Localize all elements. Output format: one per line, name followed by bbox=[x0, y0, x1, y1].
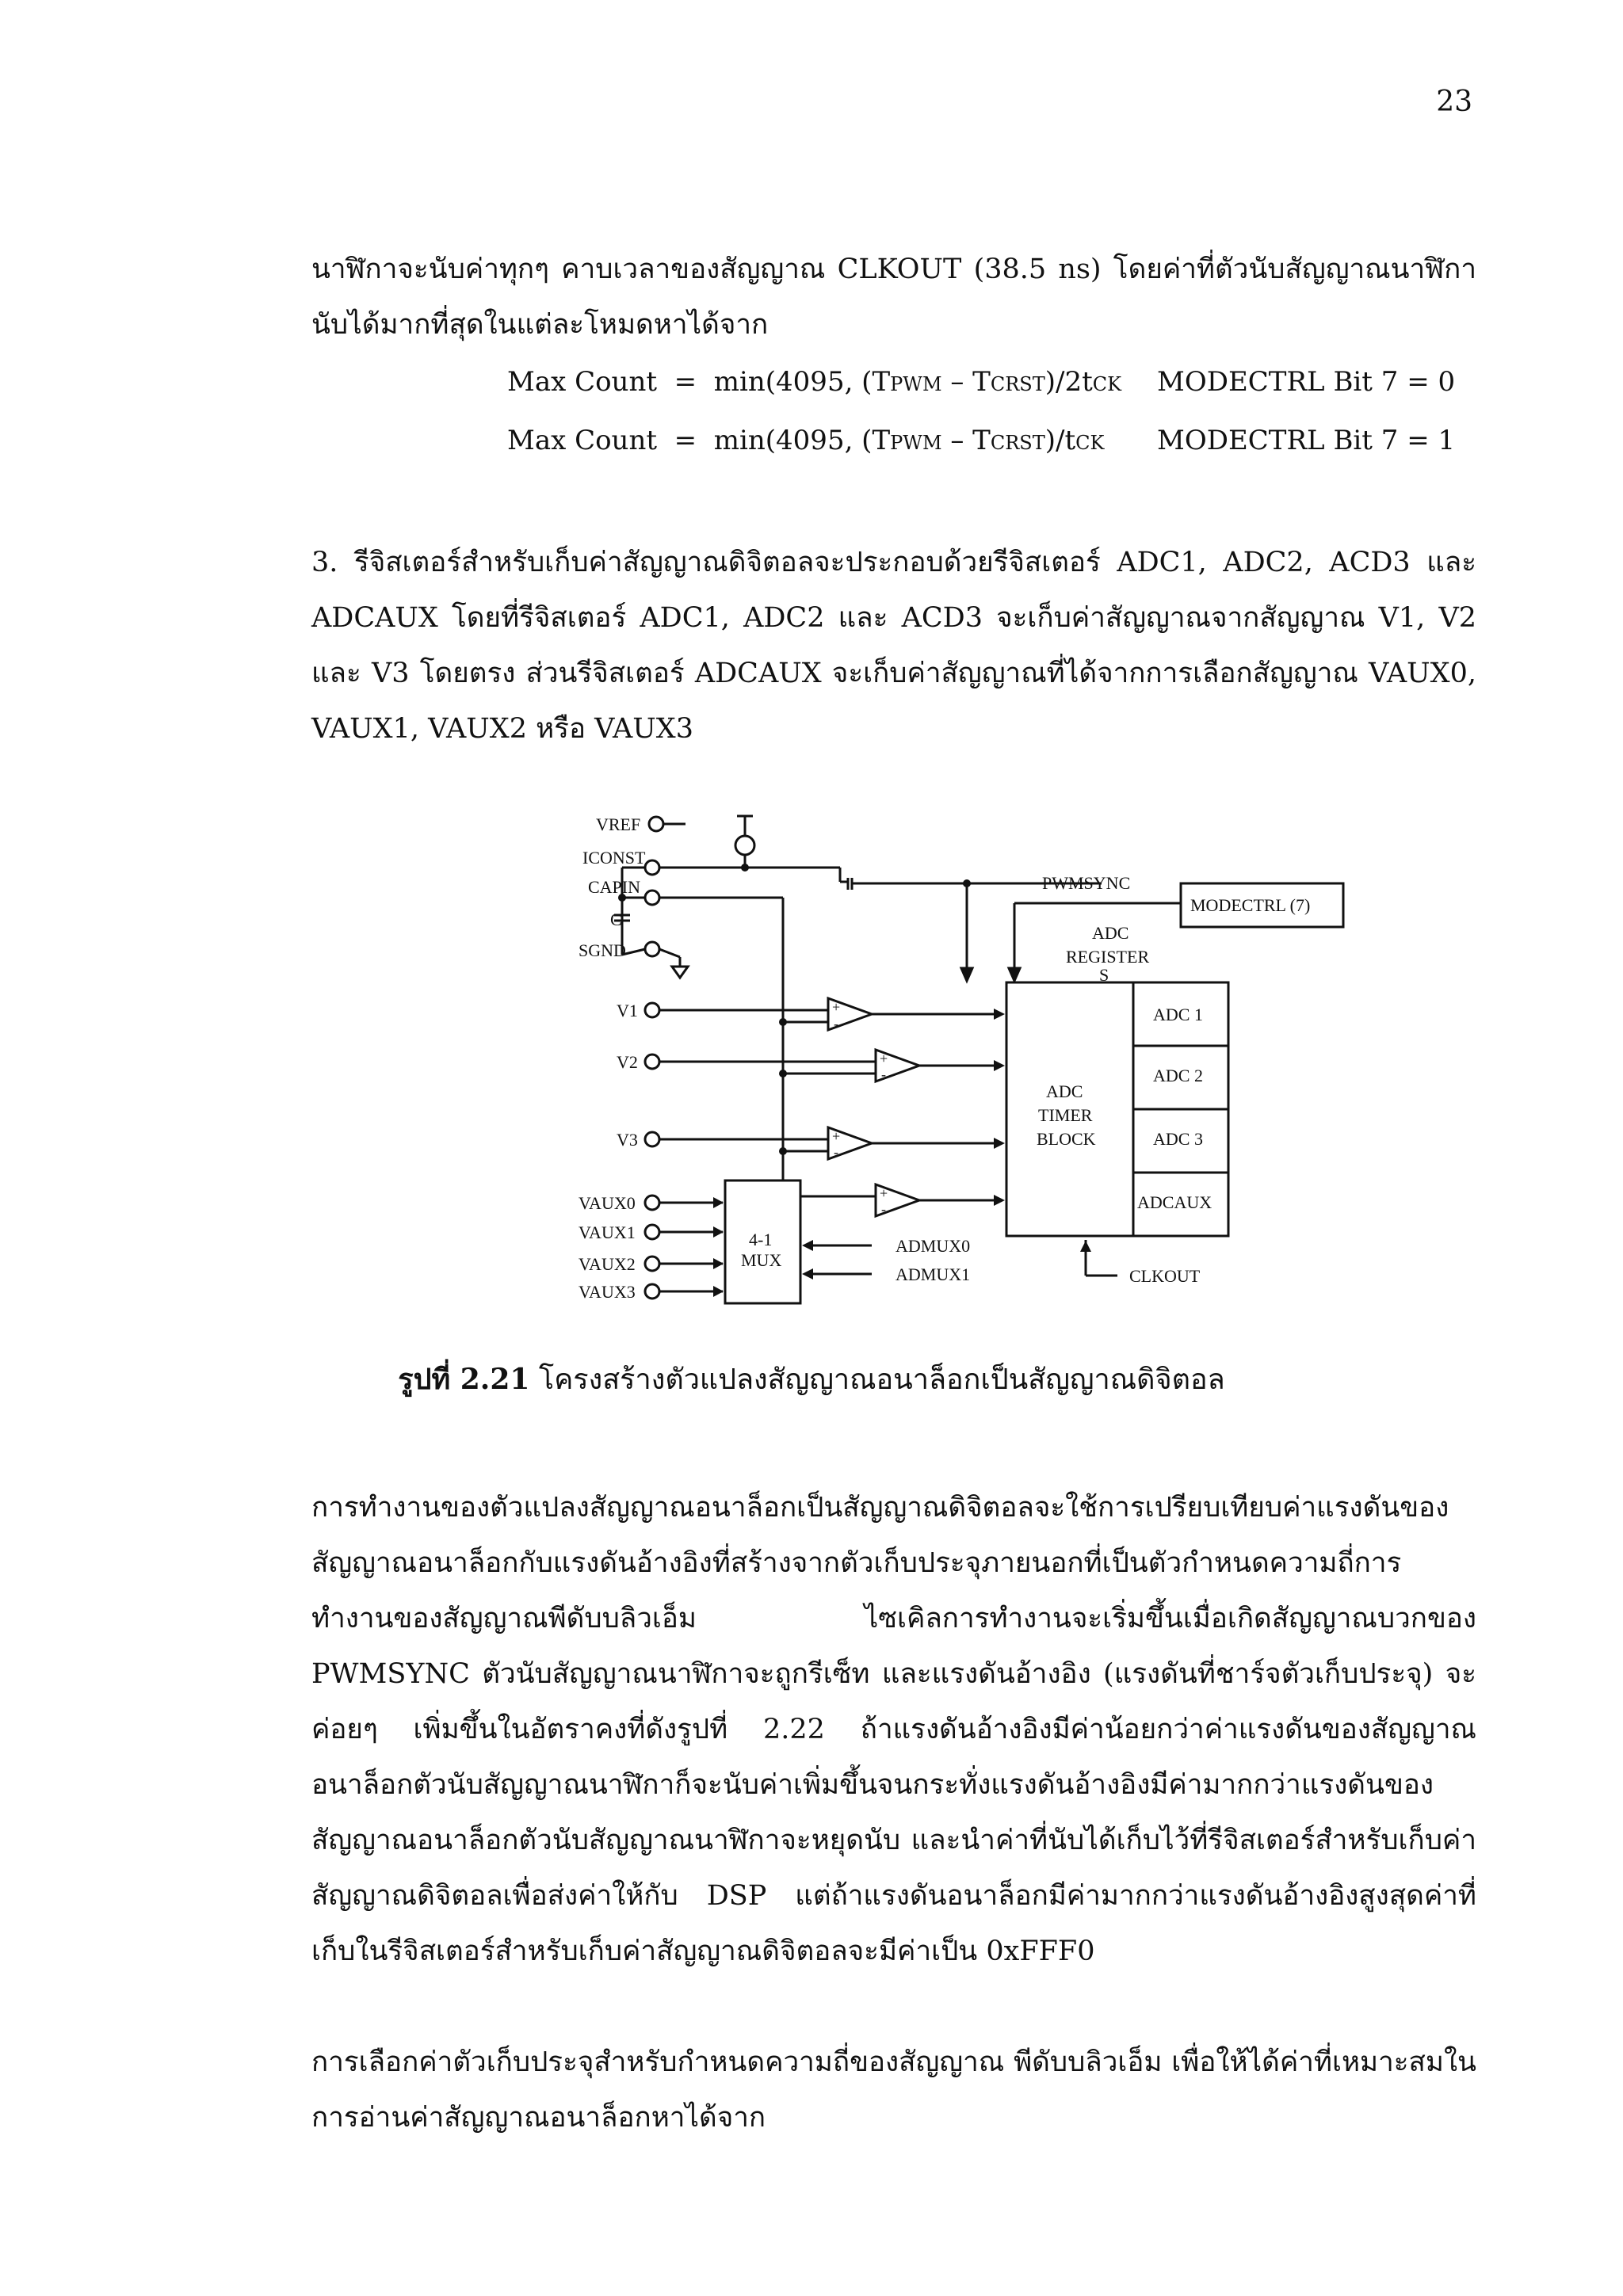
comp3-plus: + bbox=[832, 1128, 841, 1144]
vaux0-label: VAUX0 bbox=[579, 1193, 636, 1213]
adc-block-diagram bbox=[547, 800, 1379, 1323]
c-label: C bbox=[610, 910, 622, 929]
equals-sign: = bbox=[674, 366, 697, 398]
page-number: 23 bbox=[1436, 86, 1472, 118]
min-expression: min(4095, (T bbox=[713, 425, 891, 456]
adc-registers-label-3: S bbox=[1099, 965, 1109, 985]
reg-adc1-label: ADC 1 bbox=[1153, 1005, 1203, 1024]
equals-sign: = bbox=[674, 425, 697, 456]
v1-label: V1 bbox=[617, 1001, 638, 1020]
adc-registers-label-2: REGISTER bbox=[1066, 947, 1150, 967]
comp4-minus: - bbox=[881, 1201, 886, 1217]
paragraph-registers: 3. รีจิสเตอร์สำหรับเก็บค่าสัญญาณดิจิตอลจะประกอบด้วยรีจิสเตอร์ ADC1, ADC2, ACD3 และ ADCAUX โดยที่รีจิสเตอร์ ADC1, ADC2 และ ACD3 จะเก็บค่าสัญญาณจากสัญญาณ V1, V2 และ V3 โดยตรง ส่วนรีจิสเตอร์ ADCAUX จะเก็บค่าสัญญาณที่ได้จากการเลือกสัญญาณ VAUX0, VAUX1, VAUX2 หรือ VAUX3 bbox=[311, 547, 1476, 745]
t-crst-subscript: CRST bbox=[990, 373, 1045, 395]
min-expression: min(4095, (T bbox=[713, 366, 891, 398]
vaux1-label: VAUX1 bbox=[579, 1222, 636, 1242]
figure-caption bbox=[0, 1356, 1623, 1402]
comp1-minus: - bbox=[834, 1016, 838, 1032]
pwmsync-label: PWMSYNC bbox=[1042, 873, 1131, 893]
caption-label: รูปที่ 2.21 bbox=[398, 1363, 530, 1396]
max-count-label: Max Count bbox=[507, 366, 658, 398]
minus-t: – T bbox=[941, 366, 991, 398]
vref-label: VREF bbox=[596, 814, 641, 834]
comp4-plus: + bbox=[880, 1185, 888, 1201]
mode-condition: MODECTRL Bit 7 = 1 bbox=[1157, 425, 1456, 456]
vaux3-label: VAUX3 bbox=[579, 1282, 636, 1302]
equation-lhs bbox=[507, 425, 1104, 456]
reg-adcaux-label: ADCAUX bbox=[1137, 1192, 1212, 1212]
admux0-label: ADMUX0 bbox=[896, 1236, 971, 1256]
comp2-minus: - bbox=[881, 1066, 886, 1082]
reg-adc2-label: ADC 2 bbox=[1153, 1066, 1203, 1085]
comp3-minus: - bbox=[834, 1144, 838, 1160]
paragraph-operation: การทำงานของตัวแปลงสัญญาณอนาล็อกเป็นสัญญาณดิจิตอลจะใช้การเปรียบเทียบค่าแรงดันของสัญญาณอนาล็อกกับแรงดันอ้างอิงที่สร้างจากตัวเก็บประจุภายนอกที่เป็นตัวกำหนดความถี่การทำงานของสัญญาณพีดับบลิวเอ็ม ไซเคิลการทำงานจะเริ่มขึ้นเมื่อเกิดสัญญาณบวกของ PWMSYNC ตัวนับสัญญาณนาฬิกาจะถูกรีเซ็ท และแรงดันอ้างอิง (แรงดันที่ชาร์จตัวเก็บประจุ) จะค่อยๆ เพิ่มขึ้นในอัตราคงที่ดังรูปที่ 2.22 ถ้าแรงดันอ้างอิงมีค่าน้อยกว่าค่าแรงดันของสัญญาณอนาล็อกตัวนับสัญญาณนาฬิกาก็จะนับค่าเพิ่มขึ้นจนกระทั่งแรงดันอ้างอิงมีค่ามากกว่าแรงดันของสัญญาณอนาล็อกตัวนับสัญญาณนาฬิกาจะหยุดนับ และนำค่าที่นับได้เก็บไว้ที่รีจิสเตอร์สำหรับเก็บค่าสัญญาณดิจิตอลเพื่อส่งค่าให้กับ DSP แต่ถ้าแรงดันอนาล็อกมีค่ามากกว่าแรงดันอ้างอิงสูงสุดค่าที่เก็บในรีจิสเตอร์สำหรับเก็บค่าสัญญาณดิจิตอลจะมีค่าเป็น 0xFFF0 bbox=[311, 1492, 1476, 1967]
paragraph-capacitor-selection: การเลือกค่าตัวเก็บประจุสำหรับกำหนดความถี่ของสัญญาณ พีดับบลิวเอ็ม เพื่อให้ได้ค่าที่เหมาะสมในการอ่านค่าสัญญาณอนาล็อกหาได้จาก bbox=[311, 2046, 1476, 2134]
caption-text: โครงสร้างตัวแปลงสัญญาณอนาล็อกเป็นสัญญาณดิจิตอล bbox=[529, 1363, 1225, 1396]
equation-mode-0 bbox=[507, 366, 1482, 406]
max-count-label: Max Count bbox=[507, 425, 658, 456]
capin-label: CAPIN bbox=[588, 877, 641, 897]
modectrl-label: MODECTRL (7) bbox=[1190, 895, 1311, 915]
reg-adc3-label: ADC 3 bbox=[1153, 1129, 1203, 1149]
paragraph-clock-count: นาฬิกาจะนับค่าทุกๆ คาบเวลาของสัญญาณ CLKOUT (38.5 ns) โดยค่าที่ตัวนับสัญญาณนาฬิกานับได้มากที่สุดในแต่ละโหมดหาได้จาก bbox=[311, 254, 1476, 341]
divisor: )/t bbox=[1044, 425, 1076, 456]
timer-label-1: ADC bbox=[1046, 1081, 1083, 1101]
t-pwm-subscript: PWM bbox=[890, 373, 942, 395]
v3-label: V3 bbox=[617, 1130, 638, 1150]
clkout-label: CLKOUT bbox=[1129, 1266, 1201, 1286]
t-ck-subscript: CK bbox=[1075, 432, 1105, 454]
timer-label-2: TIMER bbox=[1038, 1105, 1093, 1125]
iconst-label: ICONST bbox=[582, 848, 646, 868]
timer-label-3: BLOCK bbox=[1037, 1129, 1096, 1149]
mode-condition: MODECTRL Bit 7 = 0 bbox=[1157, 366, 1456, 398]
adc-registers-label-1: ADC bbox=[1092, 923, 1129, 943]
mux-label-top: 4-1 bbox=[749, 1230, 773, 1249]
divisor: )/2t bbox=[1044, 366, 1093, 398]
mux-label-bottom: MUX bbox=[741, 1250, 782, 1270]
admux1-label: ADMUX1 bbox=[896, 1264, 971, 1284]
t-ck-subscript: CK bbox=[1092, 373, 1122, 395]
minus-t: – T bbox=[941, 425, 991, 456]
equation-lhs bbox=[507, 366, 1121, 398]
t-pwm-subscript: PWM bbox=[890, 432, 942, 454]
t-crst-subscript: CRST bbox=[990, 432, 1045, 454]
comp2-plus: + bbox=[880, 1051, 888, 1066]
equation-mode-1 bbox=[507, 425, 1482, 464]
comp1-plus: + bbox=[832, 999, 841, 1015]
vaux2-label: VAUX2 bbox=[579, 1254, 636, 1274]
sgnd-label: SGND bbox=[579, 940, 626, 960]
v2-label: V2 bbox=[617, 1052, 638, 1072]
